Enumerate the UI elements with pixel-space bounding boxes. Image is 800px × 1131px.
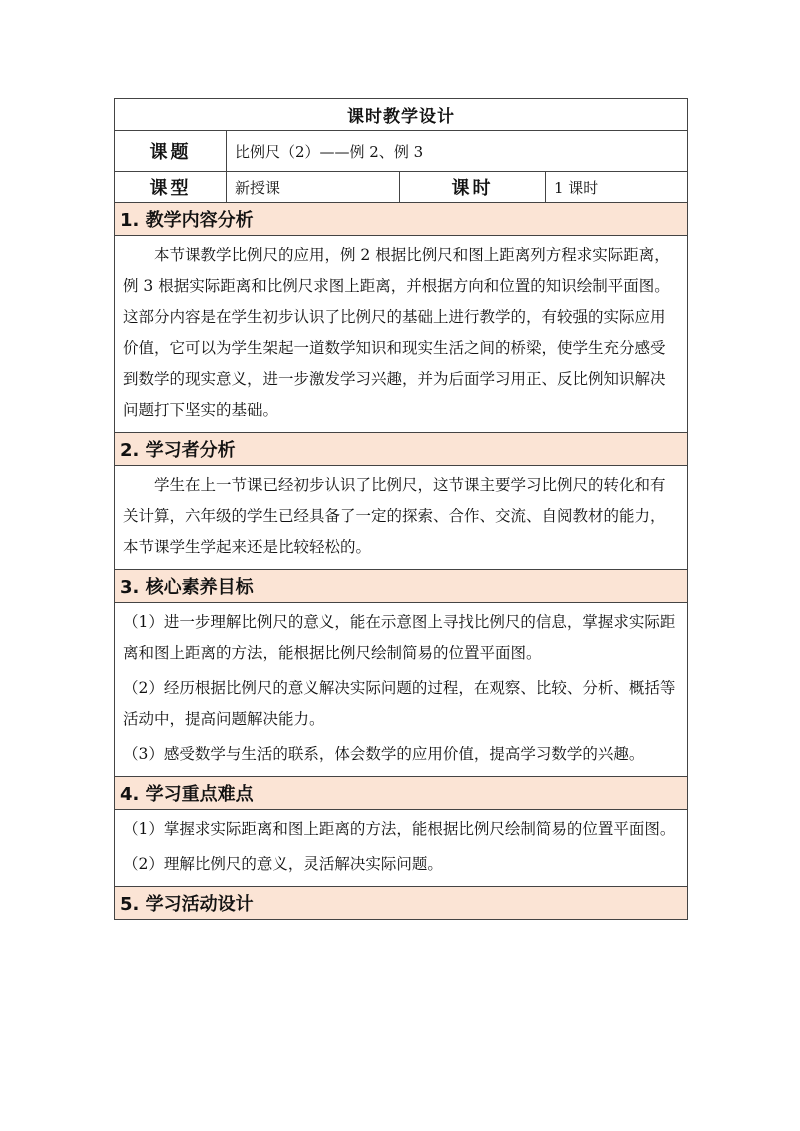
core-goal-item: （1）进一步理解比例尺的意义，能在示意图上寻找比例尺的信息，掌握求实际距离和图上距离的方法，能根据比例尺绘制简易的位置平面图。	[123, 613, 676, 662]
type-label: 课型	[115, 172, 227, 203]
core-goal-item: （2）经历根据比例尺的意义解决实际问题的过程，在观察、比较、分析、概括等活动中，提高问题解决能力。	[123, 679, 676, 728]
core-goal-item: （3）感受数学与生活的联系，体会数学的应用价值，提高学习数学的兴趣。	[123, 745, 645, 763]
learner-analysis-paragraph: 学生在上一节课已经初步认识了比例尺，这节课主要学习比例尺的转化和有关计算，六年级的学生已经具备了一定的探索、合作、交流、自阅教材的能力，本节课学生学起来还是比较轻松的。	[123, 476, 666, 556]
section-heading-key-points: 4. 学习重点难点	[115, 777, 688, 810]
period-value: 1 课时	[546, 172, 688, 203]
topic-value: 比例尺（2）——例 2、例 3	[227, 131, 688, 172]
lesson-plan-table	[114, 98, 688, 920]
section-body-content-analysis	[115, 236, 688, 433]
lesson-plan-page	[114, 98, 687, 920]
section-heading-content-analysis: 1. 教学内容分析	[115, 203, 688, 236]
type-value: 新授课	[227, 172, 400, 203]
section-body-core-goals	[115, 603, 688, 777]
section-heading-core-goals: 3. 核心素养目标	[115, 570, 688, 603]
period-label: 课时	[400, 172, 546, 203]
section-body-learner-analysis	[115, 466, 688, 570]
section-heading-learner-analysis: 2. 学习者分析	[115, 433, 688, 466]
content-analysis-paragraph: 本节课教学比例尺的应用，例 2 根据比例尺和图上距离列方程求实际距离，例 3 根据实际距离和比例尺求图上距离，并根据方向和位置的知识绘制平面图。这部分内容是在学生初步认识了比例尺的基础上进行教学的，有较强的实际应用价值，它可以为学生架起一道数学知识和现实生活之间的桥梁，使学生充分感受到数学的现实意义，进一步激发学习兴趣，并为后面学习用正、反比例知识解决问题打下坚实的基础。	[123, 246, 670, 419]
key-point-item: （1）掌握求实际距离和图上距离的方法，能根据比例尺绘制简易的位置平面图。	[123, 820, 676, 838]
section-heading-activity-design: 5. 学习活动设计	[115, 887, 688, 920]
key-point-item: （2）理解比例尺的意义，灵活解决实际问题。	[123, 855, 443, 873]
section-body-key-points	[115, 810, 688, 887]
topic-label: 课题	[115, 131, 227, 172]
document-title: 课时教学设计	[115, 99, 688, 131]
